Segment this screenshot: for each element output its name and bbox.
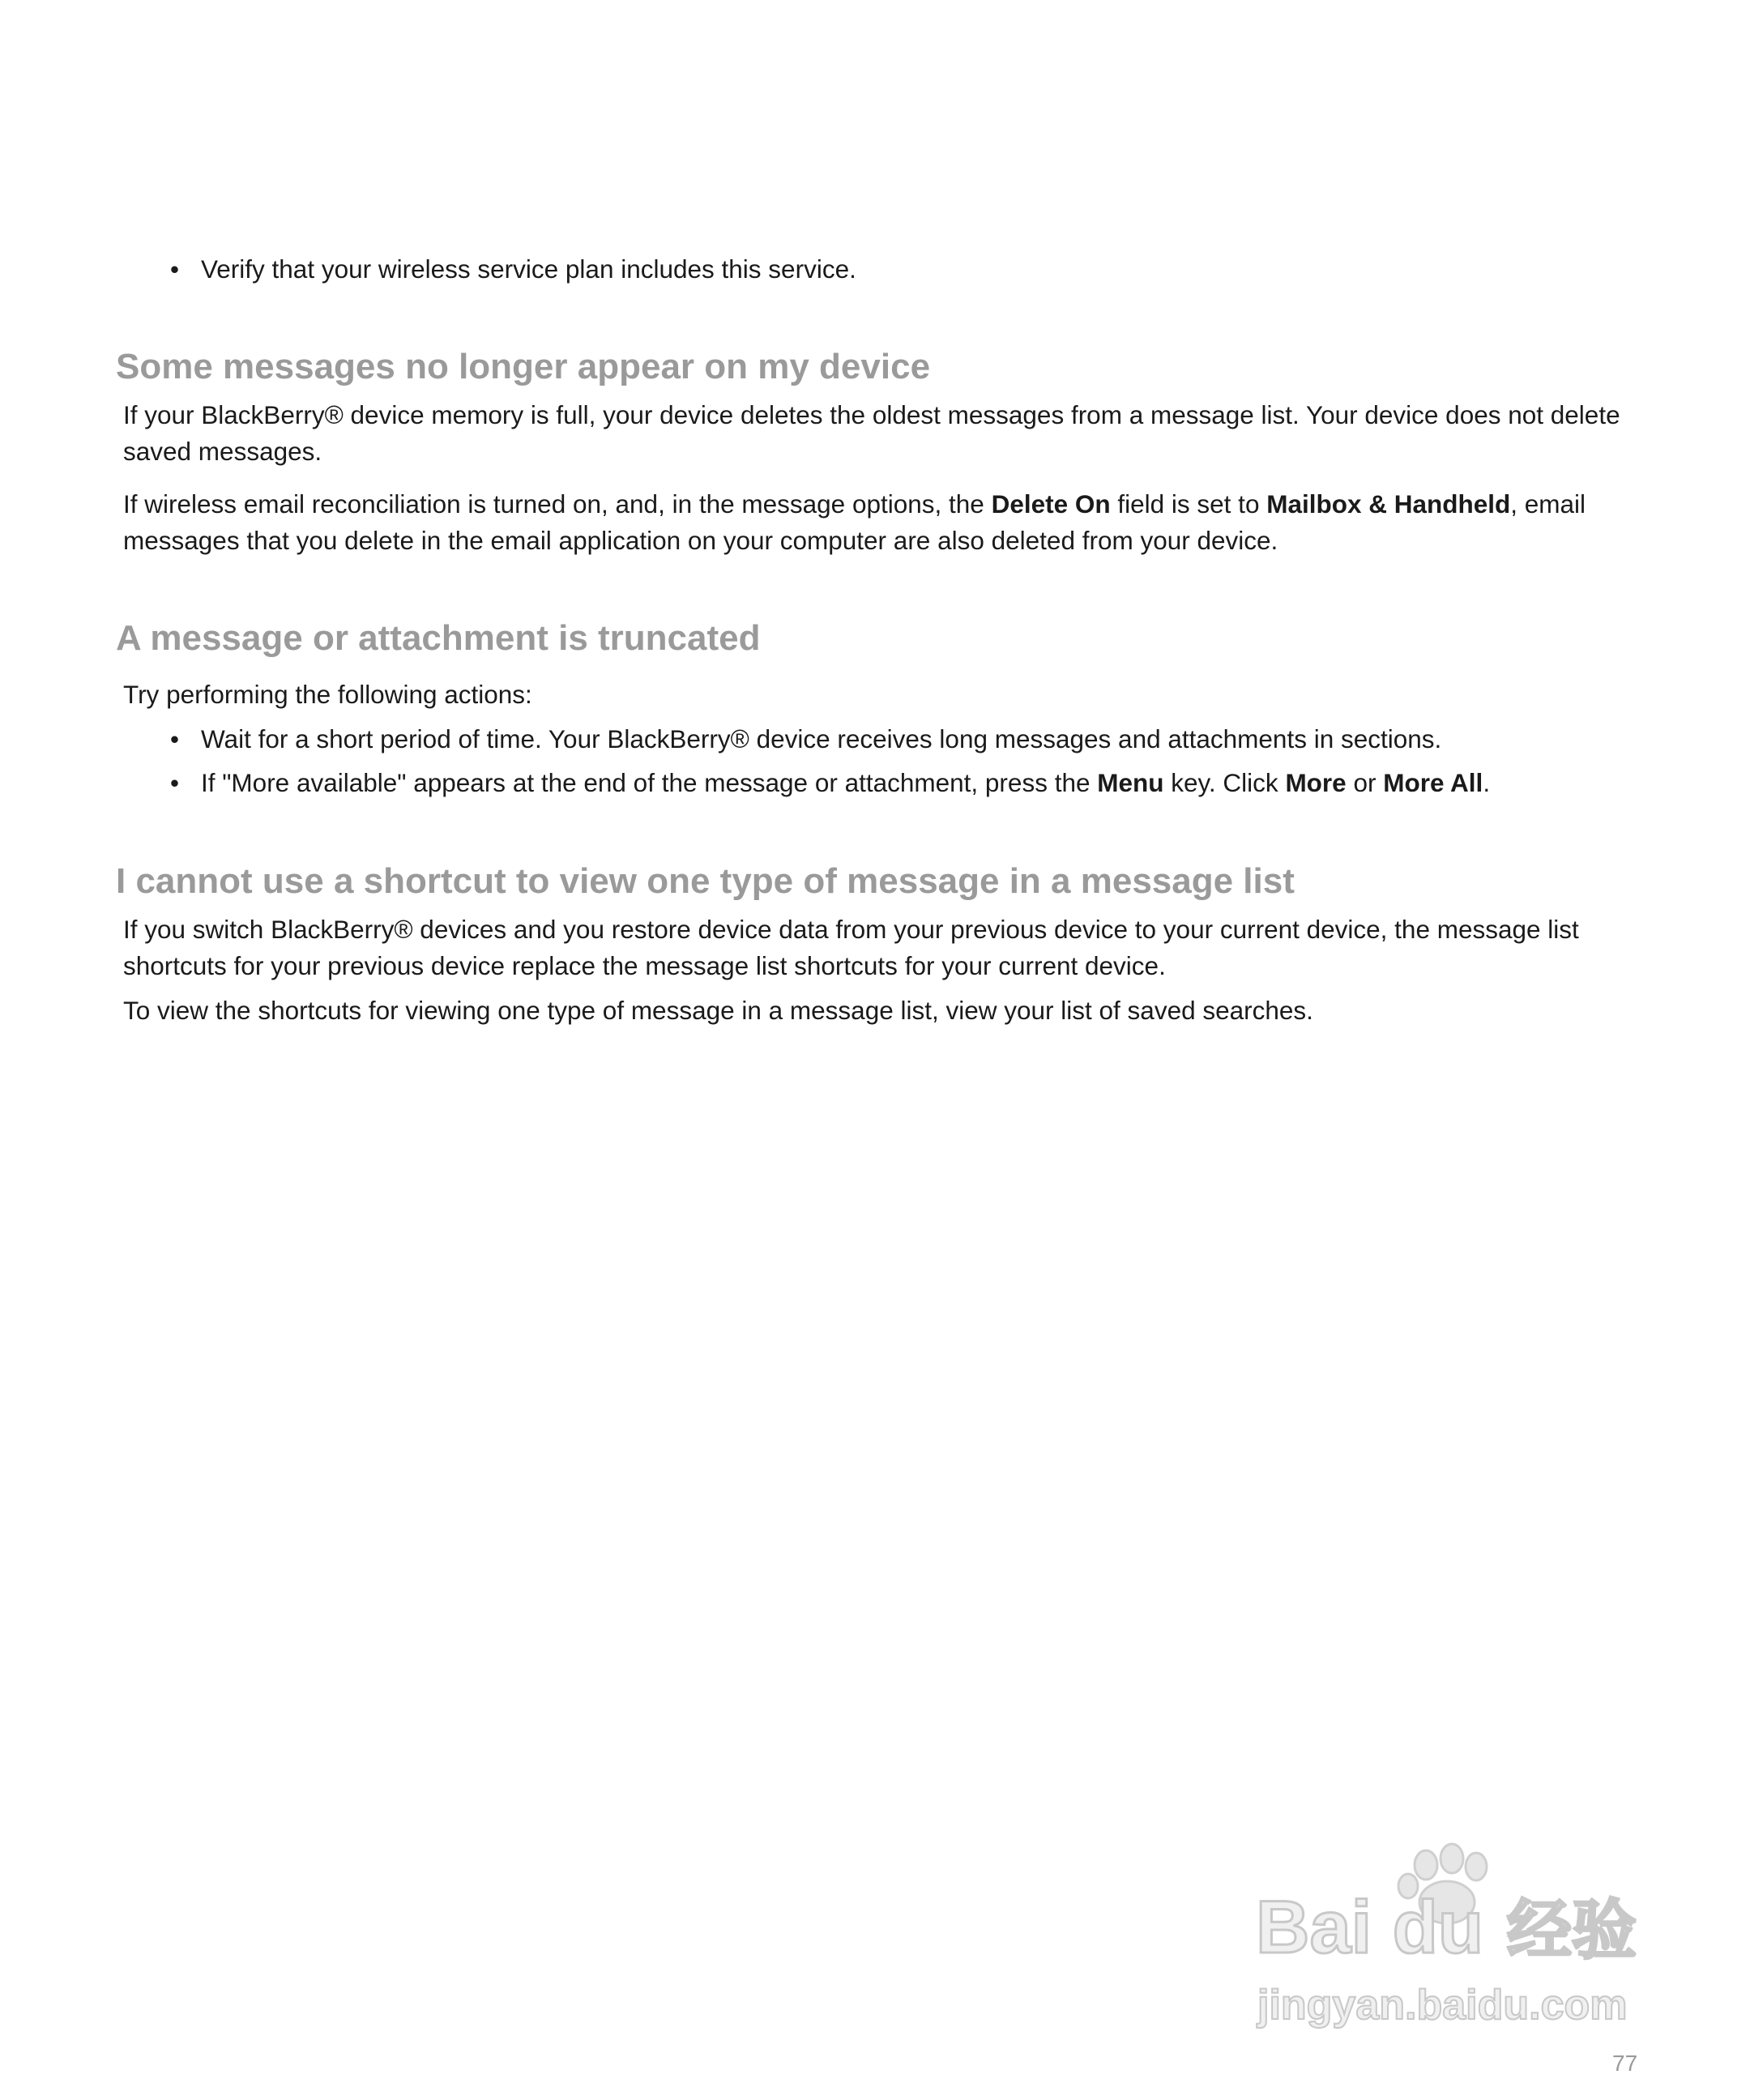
text-run: If wireless email reconciliation is turned on, and, in the message options, the xyxy=(123,489,992,519)
text-run: key. Click xyxy=(1163,768,1286,797)
bullet-marker: • xyxy=(170,254,180,284)
text-run: If "More available" appears at the end of the message or attachment, press the xyxy=(201,768,1098,797)
page-number: 77 xyxy=(1612,2051,1638,2076)
bold-key-menu: Menu xyxy=(1097,768,1164,797)
bullet-marker: • xyxy=(170,724,180,753)
bold-field-delete-on: Delete On xyxy=(991,489,1111,519)
text-run: . xyxy=(1483,768,1491,797)
section-heading-truncated: A message or attachment is truncated xyxy=(116,618,761,658)
paragraph-try-actions: Try performing the following actions: xyxy=(123,680,532,709)
bold-option-more: More xyxy=(1285,768,1347,797)
paragraph-memory-full: If your BlackBerry® device memory is full, your device deletes the oldest messages from a message list. Your device does not delete saved messages. xyxy=(123,400,1620,466)
bullet-marker: • xyxy=(170,768,180,797)
paragraph-reconciliation xyxy=(123,486,1646,559)
watermark-suffix: 经验 xyxy=(1507,1893,1637,1968)
baidu-logo xyxy=(1240,1839,1661,2034)
bullet-text: Wait for a short period of time. Your BlackBerry® device receives long messages and attachments in sections. xyxy=(201,724,1442,753)
paragraph-saved-searches: To view the shortcuts for viewing one type of message in a message list, view your list of saved searches. xyxy=(123,996,1313,1025)
text-run: or xyxy=(1346,768,1384,797)
section-heading-shortcut: I cannot use a shortcut to view one type of message in a message list xyxy=(116,861,1295,901)
watermark-url: jingyan.baidu.com xyxy=(1257,1982,1628,2029)
bullet-text: Verify that your wireless service plan includes this service. xyxy=(201,254,856,284)
text-run: field is set to xyxy=(1110,489,1267,519)
paragraph-switch-devices: If you switch BlackBerry® devices and you restore device data from your previous device to your current device, the message list shortcuts for your previous device replace the message list shortcuts for your current device. xyxy=(123,915,1579,980)
section-heading-missing-messages: Some messages no longer appear on my device xyxy=(116,347,931,386)
baidu-watermark xyxy=(1240,1839,1661,2034)
text-run: , email messages that you delete in the email application on your computer are also deleted from your device. xyxy=(123,489,1586,555)
bullet-text xyxy=(201,765,1490,801)
watermark-brand: Bai du xyxy=(1256,1886,1484,1969)
bold-option-mailbox-handheld: Mailbox & Handheld xyxy=(1266,489,1511,519)
bold-option-more-all: More All xyxy=(1383,768,1483,797)
